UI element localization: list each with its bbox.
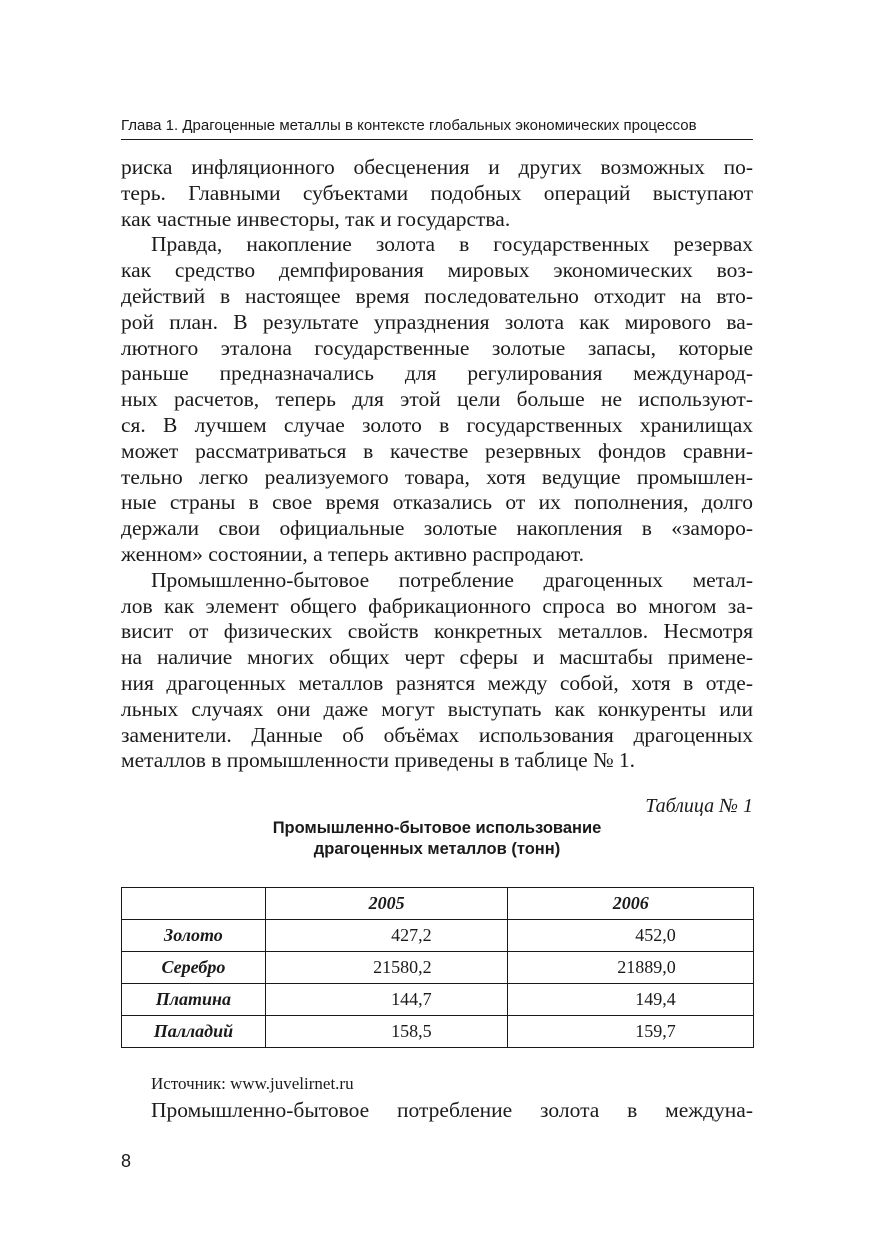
paragraph-line: на наличие многих общих черт сферы и масштабы примене-: [121, 645, 753, 670]
continuation-text: [121, 1098, 753, 1124]
paragraph-line: Промышленно-бытовое потребление золота в междуна-: [151, 1098, 753, 1122]
table-title-line: драгоценных металлов (тонн): [313, 840, 561, 858]
metal-name-cell: Золото: [122, 920, 266, 952]
paragraph-line: риска инфляционного обесценения и других возможных по-: [121, 155, 753, 179]
paragraph-line: терь. Главными субъектами подобных операций выступают: [121, 180, 753, 205]
metal-name-cell: Платина: [122, 984, 266, 1016]
table-header-row: [122, 888, 754, 920]
value-cell-2006: 452,0: [508, 920, 754, 952]
table-row: [122, 1016, 754, 1048]
paragraph-line: ные страны в свое время отказались от их пополнения, долго: [121, 490, 753, 515]
paragraph-line: держали свои официальные золотые накопления в «замoро-: [121, 516, 753, 541]
value-cell-2005: 427,2: [265, 920, 508, 952]
paragraph-line: льных случаях они даже могут выступать как конкуренты или: [121, 696, 753, 721]
value-cell-2005: 144,7: [265, 984, 508, 1016]
paragraph-line: может рассматриваться в качестве резервных фондов сравни-: [121, 438, 753, 463]
paragraph-line: лютного эталона государственные золотые запасы, которые: [121, 335, 753, 360]
running-head: Глава 1. Драгоценные металлы в контексте глобальных экономических процессов: [121, 117, 697, 134]
value-cell-2006: 149,4: [508, 984, 754, 1016]
metal-name-cell: Палладий: [122, 1016, 266, 1048]
table-row: [122, 984, 754, 1016]
table-row: [122, 920, 754, 952]
paragraph-line: действий в настоящее время последовательно отходит на вто-: [121, 283, 753, 308]
paragraph-line: Правда, накопление золота в государственных резервах: [151, 232, 753, 257]
paragraph-line: висит от физических свойств конкретных металлов. Несмотря: [121, 619, 753, 644]
paragraph-line: женном» состоянии, а теперь активно распродают.: [121, 541, 585, 566]
table-row: [122, 952, 754, 984]
paragraph-line: как средство демпфирования мировых экономических воз-: [121, 258, 753, 283]
header-cell-2006: 2006: [508, 888, 754, 920]
paragraph-line: рой план. В результате упразднения золота как мирового ва-: [121, 309, 753, 334]
paragraph-line: лов как элемент общего фабрикационного спроса во многом за-: [121, 593, 753, 618]
value-cell-2005: 21580,2: [265, 952, 508, 984]
paragraph-line: раньше предназначались для регулирования международ-: [121, 361, 753, 386]
header-rule: [121, 139, 753, 140]
header-cell-2005: 2005: [265, 888, 508, 920]
paragraph-line: металлов в промышленности приведены в таблице № 1.: [121, 748, 636, 773]
metals-table: [121, 887, 754, 1048]
table-caption: Таблица № 1: [645, 795, 753, 817]
paragraph-line: ся. В лучшем случае золото в государственных хранилищах: [121, 412, 753, 437]
paragraph-line: ных расчетов, теперь для этой цели больше не используют-: [121, 387, 753, 412]
body-text: [121, 155, 753, 774]
value-cell-2006: 159,7: [508, 1016, 754, 1048]
header-cell-empty: [122, 888, 266, 920]
value-cell-2006: 21889,0: [508, 952, 754, 984]
metal-name-cell: Серебро: [122, 952, 266, 984]
paragraph-line: ния драгоценных металлов разнятся между собой, хотя в отде-: [121, 670, 753, 695]
value-cell-2005: 158,5: [265, 1016, 508, 1048]
paragraph-line: тельно легко реализуемого товара, хотя ведущие промышлен-: [121, 464, 753, 489]
table-source: Источник: www.juvelirnet.ru: [151, 1074, 354, 1093]
table-title-line: Промышленно-бытовое использование: [272, 819, 602, 837]
paragraph-line: Промышленно-бытовое потребление драгоценных метал-: [151, 567, 753, 592]
paragraph-line: заменители. Данные об объёмах использования драгоценных: [121, 722, 753, 747]
paragraph-line: как частные инвесторы, так и государства.: [121, 206, 511, 231]
page-number: 8: [121, 1151, 132, 1171]
table-title: [121, 818, 753, 860]
